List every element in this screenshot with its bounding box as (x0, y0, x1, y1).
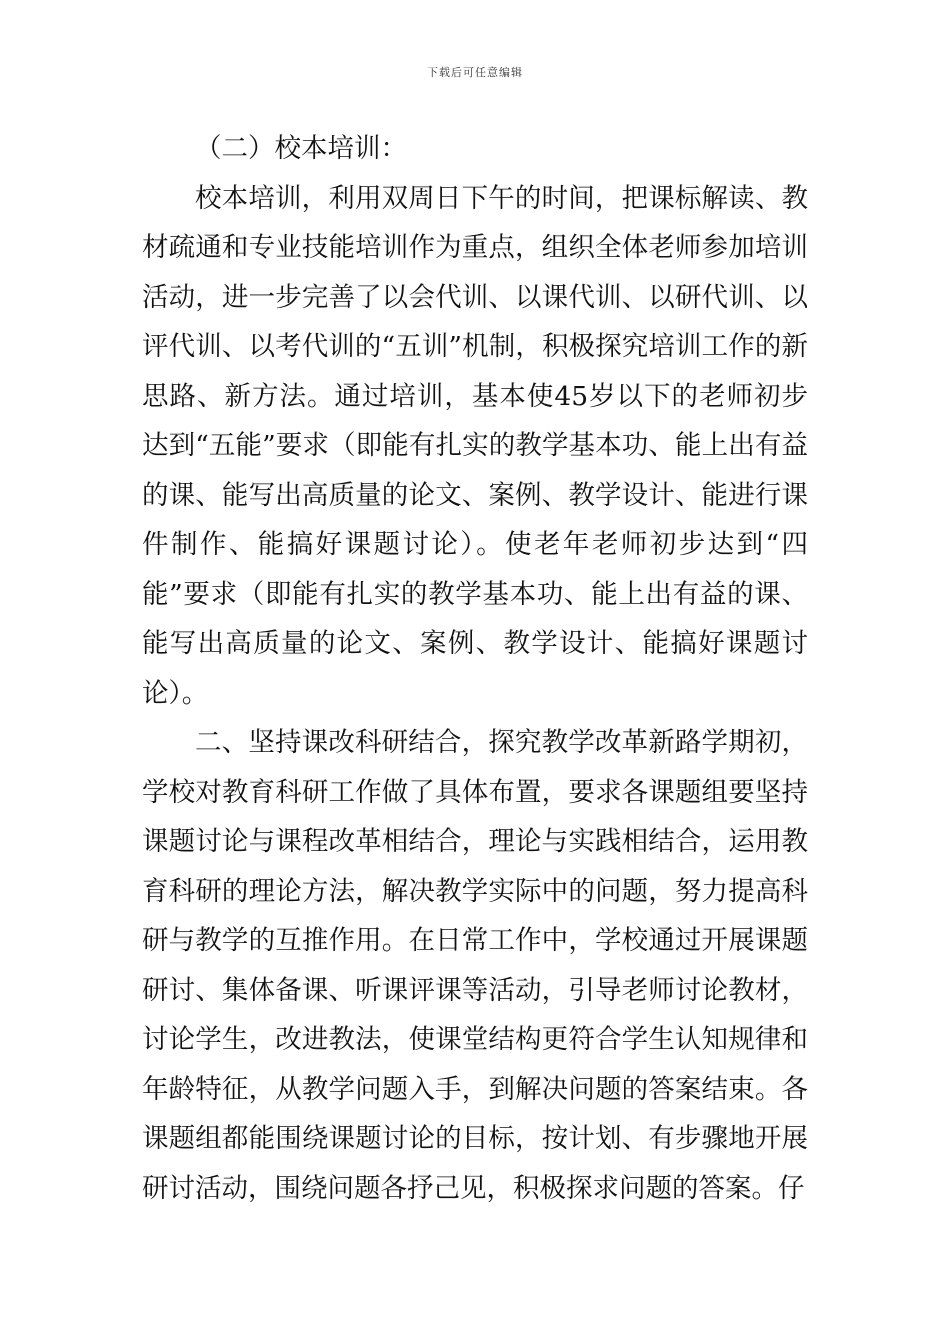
page-header: 下载后可任意编辑 (427, 66, 523, 79)
paragraph-school-training: 校本培训，利用双周日下午的时间，把课标解读、教材疏通和专业技能培训作为重点，组织全体老师参加培训活动，进一步完善了以会代训、以课代训、以研代训、以评代训、以考代训的“五训”机制，积极探究培训工作的新思路、新方法。通过培训，基本使45岁以下的老师初步达到“五能”要求（即能有扎实的教学基本功、能上出有益的课、能写出高质量的论文、案例、教学设计、能进行课件制作、能搞好课题讨论）。使老年老师初步达到“四能”要求（即能有扎实的教学基本功、能上出有益的课、能写出高质量的论文、案例、教学设计、能搞好课题讨论）。 (142, 182, 808, 709)
section-heading: （二）校本培训： (195, 133, 407, 164)
paragraph-curriculum-research: 二、坚持课改科研结合，探究教学改革新路学期初，学校对教育科研工作做了具体布置，要求各课题组要坚持课题讨论与课程改革相结合，理论与实践相结合，运用教育科研的理论方法，解决教学实际中的问题，努力提高科研与教学的互推作用。在日常工作中，学校通过开展课题研讨、集体备课、听课评课等活动，引导老师讨论教材，讨论学生，改进教法，使课堂结构更符合学生认知规律和年龄特征，从教学问题入手，到解决问题的答案结束。各课题组都能围绕课题讨论的目标，按计划、有步骤地开展研讨活动，围绕问题各抒己见，积极探求问题的答案。仔 (142, 727, 808, 1204)
document-body (142, 124, 808, 1213)
